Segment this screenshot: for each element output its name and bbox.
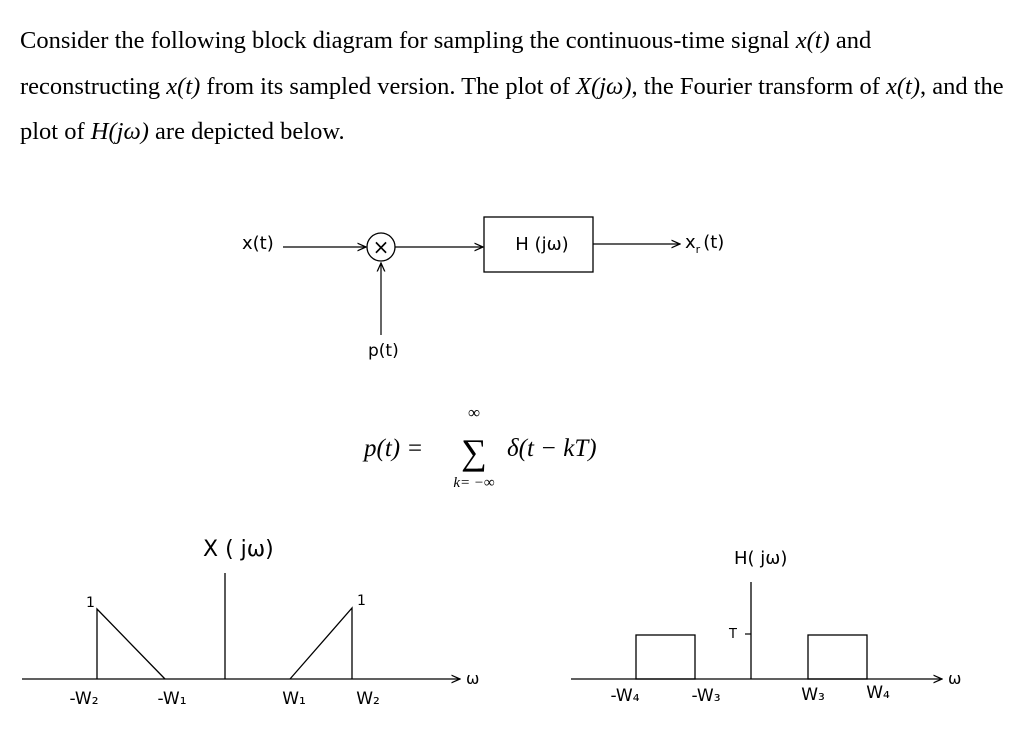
x-spectrum-peak-left: 1 bbox=[86, 595, 95, 611]
h-spectrum-title: H( jω) bbox=[734, 548, 788, 569]
h-tick-w4: W₄ bbox=[866, 683, 890, 703]
multiply-icon: × bbox=[372, 235, 390, 259]
sum-lower-limit: k= −∞ bbox=[453, 475, 495, 491]
formula-lhs: p(t) = bbox=[364, 435, 424, 462]
filter-label: H (jω) bbox=[515, 234, 569, 255]
output-signal-label: $x_r$ (t) bbox=[685, 232, 725, 256]
x-spectrum-peak-right: 1 bbox=[357, 593, 366, 609]
x-tick-neg-w2: -W₂ bbox=[69, 689, 99, 709]
h-passband-left bbox=[636, 635, 695, 679]
h-spectrum-axis-label: ω bbox=[948, 669, 962, 688]
x-spectrum-right-triangle bbox=[290, 608, 352, 679]
sampling-formula bbox=[362, 403, 597, 491]
x-spectrum-left-triangle bbox=[97, 609, 165, 679]
x-spectrum-axis-label: ω bbox=[466, 669, 480, 688]
h-tick-w3: W₃ bbox=[801, 685, 825, 705]
x-tick-neg-w1: -W₁ bbox=[157, 689, 187, 709]
x-spectrum-plot bbox=[22, 537, 479, 709]
summation-icon: ∑ bbox=[461, 432, 487, 472]
x-tick-w1: W₁ bbox=[282, 689, 306, 709]
h-tick-neg-w4: -W₄ bbox=[610, 686, 640, 706]
formula-summand: δ(t − kT) bbox=[507, 435, 597, 462]
problem-statement: Consider the following block diagram for sampling the continuous-time signal x(t) and reconstructing x(t) from its sampled version. The plot of X(jω), the Fourier transform of x(t), and the plot of H(jω) are depicted below. bbox=[20, 27, 1004, 145]
sampling-signal-label: p(t) bbox=[368, 341, 399, 361]
h-level-label: T bbox=[729, 627, 737, 642]
h-spectrum-plot bbox=[571, 548, 961, 706]
h-passband-right bbox=[808, 635, 867, 679]
input-signal-label: x(t) bbox=[242, 233, 274, 254]
h-tick-neg-w3: -W₃ bbox=[691, 686, 721, 706]
x-tick-w2: W₂ bbox=[356, 689, 380, 709]
sum-upper-limit: ∞ bbox=[467, 403, 481, 422]
block-diagram bbox=[242, 217, 724, 361]
x-spectrum-title: X ( jω) bbox=[203, 537, 274, 562]
